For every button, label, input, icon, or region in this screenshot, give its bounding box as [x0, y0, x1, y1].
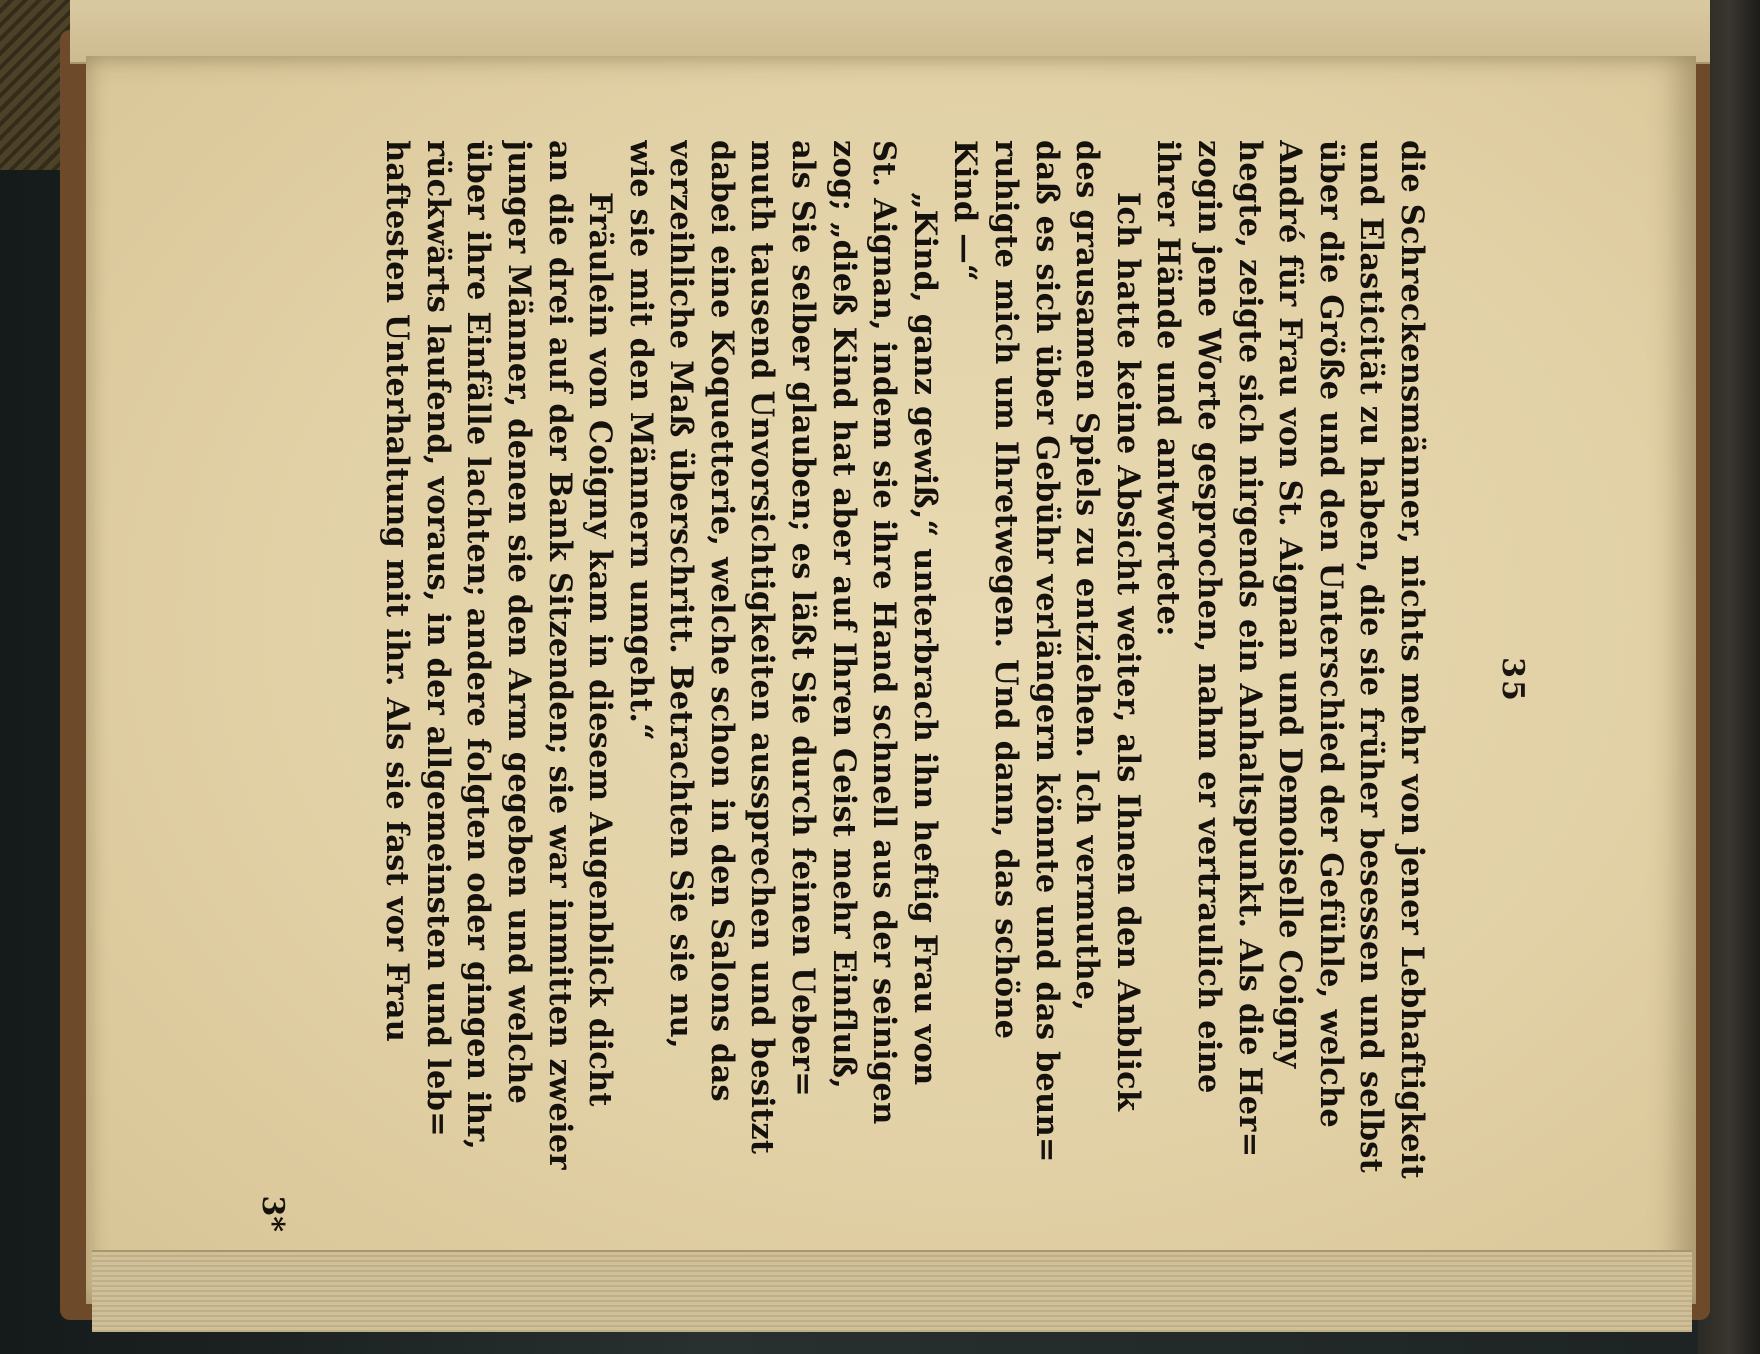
page-text	[377, 140, 1432, 1220]
text-line: hegte, zeigte sich nirgends ein Anhaltspunkt. Als die Her=	[1231, 140, 1268, 1158]
text-line: haftesten Unterhaltung mit ihr. Als sie fast vor Frau	[379, 140, 416, 1043]
page-number: 35	[1495, 657, 1530, 703]
text-line: die Schreckensmänner, nichts mehr von jener Lebhaftigkeit	[1394, 140, 1430, 1179]
text-line: „Kind, ganz gewiß,“ unterbrach ihn heftig Frau von	[906, 192, 943, 1086]
text-line: über ihre Einfälle lachten; andere folgten oder gingen ihr,	[460, 140, 497, 1151]
text-line: muth tausend Unvorsichtigkeiten aussprechen und besitzt	[744, 140, 781, 1155]
text-line: dabei eine Koquetterie, welche schon in den Salons das	[703, 140, 740, 1102]
text-line: Ich hatte keine Absicht weiter, als Ihnen den Anblick	[1109, 192, 1146, 1112]
text-line: André für Frau von St. Aignan und Demoiselle Coigny	[1272, 140, 1309, 1069]
signature-mark: 3*	[255, 1195, 290, 1232]
rotated-page-content	[10, 120, 1530, 1240]
text-line: wie sie mit den Männern umgeht.“	[622, 140, 659, 741]
text-line: daß es sich über Gebühr verlängern könnte und das beun=	[1028, 140, 1065, 1163]
text-line: als Sie selber glauben; es läßt Sie durch feinen Ueber=	[785, 140, 822, 1097]
text-line: ihrer Hände und antwortete:	[1150, 140, 1187, 637]
text-line: des grausamen Spiels zu entziehen. Ich vermuthe,	[1069, 140, 1106, 1012]
facing-page-edge	[70, 0, 1710, 64]
text-line: zogin jene Worte gesprochen, nahm er vertraulich eine	[1191, 140, 1228, 1094]
text-line: an die drei auf der Bank Sitzenden; sie war inmitten zweier	[541, 140, 578, 1170]
text-line: Fräulein von Coigny kam in diesem Augenblick dicht	[582, 192, 619, 1107]
text-line: rückwärts laufend, voraus, in der allgemeinsten und leb=	[419, 140, 456, 1137]
text-line: verzeihliche Maß überschritt. Betrachten Sie sie nu,	[663, 140, 700, 1049]
text-line: ruhigte mich um Ihretwegen. Und dann, das schöne	[988, 140, 1025, 1040]
text-line: zog; „dieß Kind hat aber auf Ihren Geist mehr Einfluß,	[825, 140, 862, 1089]
text-line: junger Männer, denen sie den Arm gegeben und welche	[500, 140, 537, 1105]
text-line: über die Größe und den Unterschied der Gefühle, welche	[1312, 140, 1349, 1128]
text-line: und Elasticität zu haben, die sie früher besessen und selbst	[1353, 140, 1390, 1173]
text-line: St. Aignan, indem sie ihre Hand schnell aus der seinigen	[866, 140, 903, 1125]
page-block-edges	[92, 1250, 1692, 1332]
text-line: Kind —“	[947, 140, 984, 282]
